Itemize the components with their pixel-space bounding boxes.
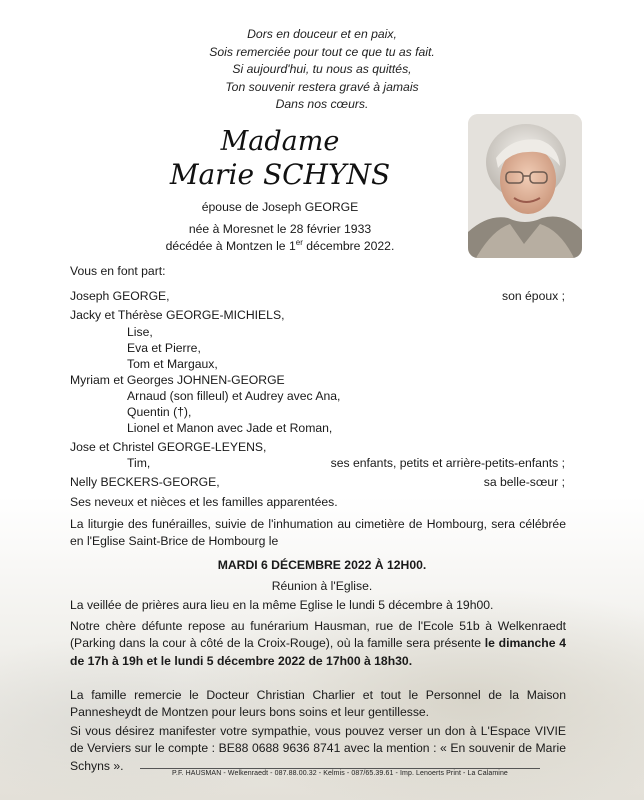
family-arnaud: Arnaud (son filleul) et Audrey avec Ana, <box>127 389 341 403</box>
family-joseph: Joseph GEORGE, <box>70 289 170 303</box>
poem-line: Si aujourd'hui, tu nous as quittés, <box>232 62 412 76</box>
family-eva: Eva et Pierre, <box>127 341 201 355</box>
poem-line: Dors en douceur et en paix, <box>247 27 397 41</box>
footer-imprint: P.F. HAUSMAN - Welkenraedt - 087.88.00.32 - Kelmis - 087/65.39.61 - Imp. Lenoerts Print - La Calamine <box>172 770 508 777</box>
donation-paragraph: Si vous désirez manifester votre sympathie, vous pouvez verser un don à L'Espace VIVIE de Verviers sur le compte : BE88 0688 9636 8741 avec la mention : « En souvenir de Marie Schyns ». <box>70 724 566 773</box>
family-jacky: Jacky et Thérèse GEORGE-MICHIELS, <box>70 308 285 322</box>
role-spouse: son époux ; <box>501 289 565 303</box>
meeting-line: Réunion à l'Eglise. <box>271 579 373 593</box>
liturgy-paragraph: La liturgie des funérailles, suivie de l'inhumation au cimetière de Hombourg, sera célébrée en l'Eglise Saint-Brice de Hombourg le <box>70 517 566 549</box>
family-lionel: Lionel et Manon avec Jade et Roman, <box>127 421 333 435</box>
footer-divider <box>140 768 540 769</box>
visiting-hours: le dimanche 4 de 17h à 19h et le lundi 5 décembre 2022 de 17h00 à 18h30. <box>70 636 566 668</box>
family-quentin: Quentin (†), <box>127 405 192 419</box>
family-lise: Lise, <box>127 325 153 339</box>
poem-line: Dans nos cœurs. <box>275 97 369 111</box>
rest-paragraph: Notre chère défunte repose au funérarium Hausman, rue de l'Ecole 51b à Welkenraedt (Parking dans la cour à côté de la Croix-Rouge), où la famille sera présente le dimanche 4 de 17h à 19h et le lundi 5 décembre 2022 de 17h00 à 18h30. <box>70 619 566 668</box>
name-title: Madame <box>220 126 340 157</box>
poem-line: Sois remerciée pour tout ce que tu as fait. <box>209 44 435 59</box>
intro-line: Vous en font part: <box>70 264 166 278</box>
family-tim: Tim, <box>127 456 151 470</box>
spouse-line: épouse de Joseph GEORGE <box>201 200 359 214</box>
death-line: décédée à Montzen le 1er décembre 2022. <box>165 238 395 254</box>
role-sister-in-law: sa belle-sœur ; <box>483 475 565 489</box>
poem-line: Ton souvenir restera gravé à jamais <box>225 79 419 94</box>
family-jose: Jose et Christel GEORGE-LEYENS, <box>70 440 267 454</box>
ceremony-date: MARDI 6 DÉCEMBRE 2022 À 12H00. <box>217 558 427 572</box>
portrait-photo <box>468 114 582 258</box>
birth-line: née à Moresnet le 28 février 1933 <box>188 222 372 236</box>
deceased-name: Marie SCHYNS <box>169 158 391 191</box>
family-tom: Tom et Margaux, <box>127 357 218 371</box>
family-myriam: Myriam et Georges JOHNEN-GEORGE <box>70 373 285 387</box>
thanks-paragraph: La famille remercie le Docteur Christian Charlier et tout le Personnel de la Maison Pannesheydt de Montzen pour leurs bons soins et leur gentillesse. <box>70 688 566 720</box>
family-nelly: Nelly BECKERS-GEORGE, <box>70 475 220 489</box>
poem <box>0 26 644 114</box>
portrait-illustration <box>468 114 582 258</box>
role-children: ses enfants, petits et arrière-petits-enfants ; <box>330 456 565 470</box>
vigil-paragraph: La veillée de prières aura lieu en la même Eglise le lundi 5 décembre à 19h00. <box>70 598 494 612</box>
family-relatives: Ses neveux et nièces et les familles apparentées. <box>70 495 338 509</box>
